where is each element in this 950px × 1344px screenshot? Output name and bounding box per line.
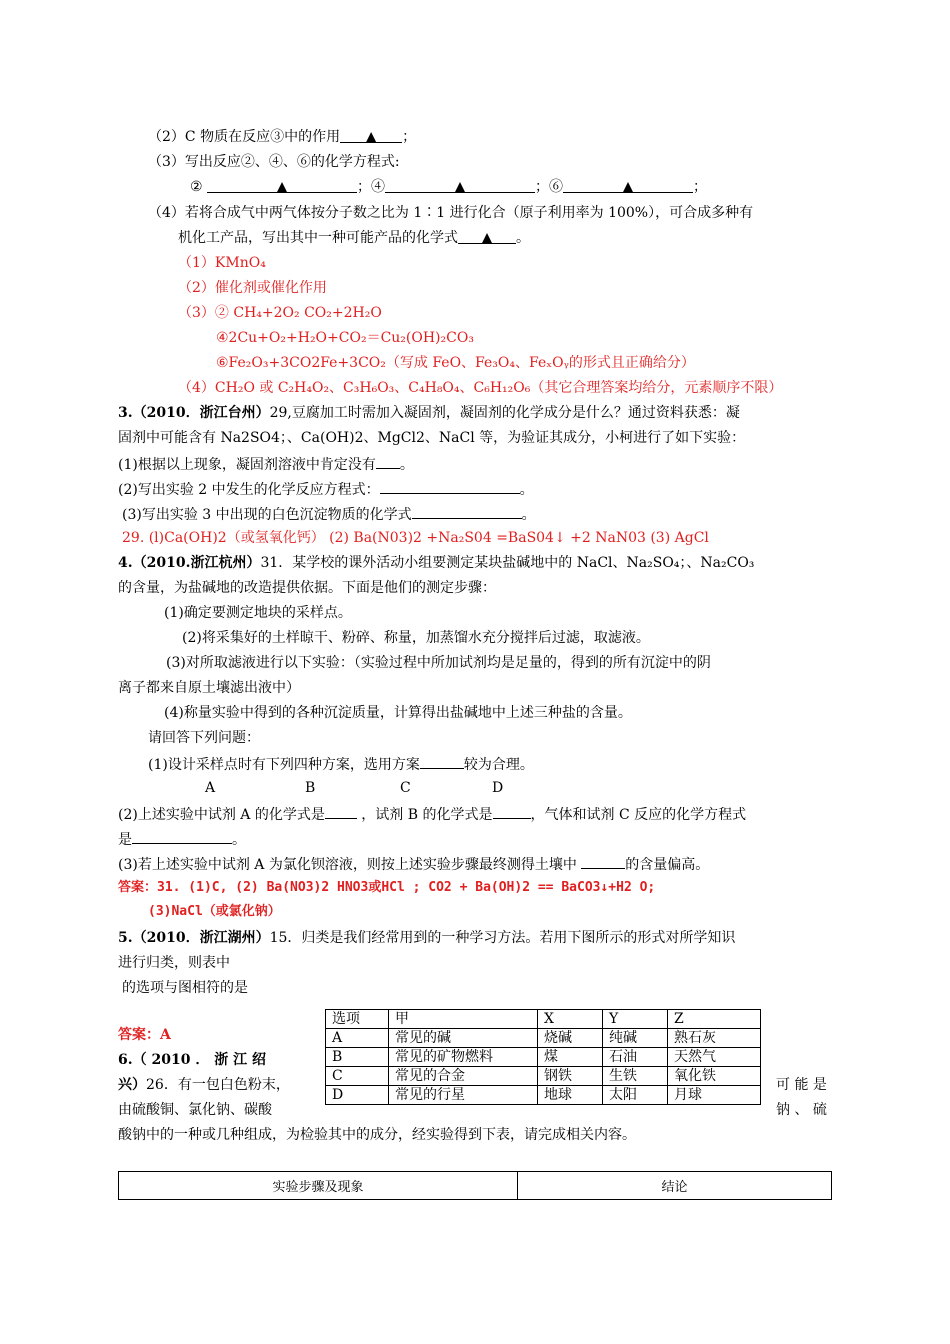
- table-cell: 天然气: [668, 1048, 761, 1067]
- q4-answer-2: (3)NaCl（或氯化钠）: [148, 904, 281, 919]
- q4-step-3: (3)对所取滤液进行以下实验：（实验过程中所加试剂均是足量的，得到的所有沉淀中的阴: [166, 655, 711, 671]
- q5-answer: 答案：A: [118, 1027, 171, 1043]
- table-header-cell: 甲: [389, 1010, 538, 1029]
- table-header-cell: Y: [603, 1010, 668, 1029]
- answer-line: ⑥Fe₂O₃+3CO2Fe+3CO₂（写成 FeO、Fe₃O₄、FeₓOᵧ的形式且正确给分）: [216, 355, 695, 371]
- q3-line-1: 3.（2010．浙江台州）29,豆腐加工时需加入凝固剂，凝固剂的化学成分是什么？通过资料获悉：凝: [118, 405, 740, 421]
- q6-line-1-right: 可 能 是: [776, 1077, 827, 1093]
- table-cell: 生铁: [603, 1067, 668, 1086]
- table-cell: D: [326, 1086, 389, 1105]
- answer-blank[interactable]: ▲: [207, 177, 357, 193]
- option-c: C: [400, 780, 411, 796]
- table-cell: 常见的合金: [389, 1067, 538, 1086]
- answer-line: （4）CH₂O 或 C₂H₄O₂、C₃H₆O₃、C₄H₈O₄、C₆H₁₂O₆（其它合理答案均给分，元素顺序不限）: [178, 380, 783, 396]
- results-table: [118, 1171, 832, 1200]
- q4-step-4: (4)称量实验中得到的各种沉淀质量，计算得出盐碱地中上述三种盐的含量。: [164, 705, 632, 721]
- table-cell: A: [326, 1029, 389, 1048]
- table-cell: 太阳: [603, 1086, 668, 1105]
- table-row: [326, 1029, 761, 1048]
- table-row: [326, 1048, 761, 1067]
- table-cell: 煤: [538, 1048, 603, 1067]
- table-cell: 钢铁: [538, 1067, 603, 1086]
- option-a: A: [205, 780, 216, 796]
- q6-line-2-right: 钠 、 硫: [776, 1102, 827, 1118]
- table-cell: 石油: [603, 1048, 668, 1067]
- q4-step-1: (1)确定要测定地块的采样点。: [164, 605, 352, 621]
- q5-line-3: 的选项与图相符的是: [122, 980, 248, 996]
- table-header-cell: X: [538, 1010, 603, 1029]
- q6-source: 6.（ 2010 ． 浙 江 绍: [118, 1052, 266, 1068]
- table-cell: 地球: [538, 1086, 603, 1105]
- q4-line-1: 4.（2010.浙江杭州）31．某学校的课外活动小组要测定某块盐碱地中的 NaCl、Na₂SO₄；、Na₂CO₃: [118, 555, 755, 571]
- answer-blank[interactable]: [581, 853, 625, 869]
- q4-ask: 请回答下列问题：: [148, 730, 260, 746]
- answer-blank[interactable]: [376, 453, 400, 469]
- table-cell: 常见的行星: [389, 1086, 538, 1105]
- table-header-cell: 实验步骤及现象: [119, 1172, 518, 1200]
- q2-line-5: （4）若将合成气中两气体按分子数之比为 1∶1 进行化合（原子利用率为 100%），可合成多种有: [148, 205, 754, 221]
- table-header-cell: Z: [668, 1010, 761, 1029]
- q6-line-1: 兴）26．有一包白色粉末，: [118, 1077, 290, 1093]
- q5-line-2: 进行归类，则表中: [118, 955, 230, 971]
- answer-blank[interactable]: ▲: [385, 177, 535, 193]
- table-row: [326, 1086, 761, 1105]
- q3-line-3: (1)根据以上现象，凝固剂溶液中肯定没有 。: [118, 453, 414, 475]
- answer-blank[interactable]: [420, 753, 464, 769]
- table-cell: 常见的矿物燃料: [389, 1048, 538, 1067]
- table-cell: 烧碱: [538, 1029, 603, 1048]
- table-cell: 熟石灰: [668, 1029, 761, 1048]
- q3-line-2: 固剂中可能含有 Na2SO4；、Ca(OH)2、MgCl2、NaCl 等，为验证其成分，小柯进行了如下实验：: [118, 430, 746, 446]
- table-cell: 纯碱: [603, 1029, 668, 1048]
- table-header-row: [119, 1172, 832, 1200]
- answer-blank[interactable]: [493, 803, 531, 819]
- table-header-row: [326, 1010, 761, 1029]
- table-header-cell: 选项: [326, 1010, 389, 1029]
- q4-step-2: (2)将采集好的土样晾干、粉碎、称量，加蒸馏水充分搅拌后过滤，取滤液。: [182, 630, 650, 646]
- answer-line: ④2Cu+O₂+H₂O+CO₂＝Cu₂(OH)₂CO₃: [216, 330, 474, 346]
- q4-line-2: 的含量，为盐碱地的改造提供依据。下面是他们的测定步骤：: [118, 580, 496, 596]
- answer-blank[interactable]: [380, 478, 520, 494]
- table-cell: 氧化铁: [668, 1067, 761, 1086]
- q6-line-2: 由硫酸铜、氯化钠、碳酸: [118, 1102, 272, 1118]
- answer-blank[interactable]: [132, 828, 232, 844]
- table-cell: C: [326, 1067, 389, 1086]
- table-cell: 月球: [668, 1086, 761, 1105]
- q6-line-3: 酸钠中的一种或几种组成，为检验其中的成分，经实验得到下表，请完成相关内容。: [118, 1127, 636, 1143]
- answer-line: （1）KMnO₄: [178, 255, 266, 271]
- q2-line-2: （2）C 物质在反应③中的作用 ▲ ；: [148, 129, 417, 145]
- q4-step-3b: 离子都来自原土壤滤出液中）: [118, 680, 300, 696]
- options-table: [325, 1009, 761, 1105]
- q4-part-3: (3)若上述实验中试剂 A 为氯化钡溶液，则按上述实验步骤最终测得土壤中 的含量偏高。: [118, 853, 709, 875]
- answer-line: （3）② CH₄+2O₂ CO₂+2H₂O: [178, 305, 382, 321]
- q3-line-5: (3)写出实验 3 中出现的白色沉淀物质的化学式 。: [122, 503, 536, 525]
- q3-answer: 29. (l)Ca(OH)2（或氢氧化钙） (2) Ba(N03)2 +Na₂S04 =BaS04↓ +2 NaN03 (3) AgCl: [122, 530, 709, 546]
- q3-line-4: (2)写出实验 2 中发生的化学反应方程式： 。: [118, 478, 534, 500]
- q4-part-2: (2)上述实验中试剂 A 的化学式是 ，试剂 B 的化学式是 ，气体和试剂 C 反应的化学方程式: [118, 803, 746, 825]
- answer-line: （2）催化剂或催化作用: [178, 280, 327, 296]
- answer-blank[interactable]: [325, 803, 357, 819]
- answer-blank[interactable]: ▲: [458, 228, 516, 244]
- answer-blank[interactable]: ▲: [563, 177, 693, 193]
- table-cell: B: [326, 1048, 389, 1067]
- q2-line-4: ② ▲ ；④ ▲ ；⑥ ▲ ；: [190, 179, 708, 195]
- table-row: [326, 1067, 761, 1086]
- answer-blank[interactable]: [412, 503, 522, 519]
- q5-line-1: 5.（2010．浙江湖州）15．归类是我们经常用到的一种学习方法。若用下图所示的形式对所学知识: [118, 930, 736, 946]
- option-b: B: [305, 780, 316, 796]
- q4-part-2b: 是 。: [118, 828, 246, 850]
- table-header-cell: 结论: [518, 1172, 832, 1200]
- q2-line-6: 机化工产品，写出其中一种可能产品的化学式 ▲ 。: [178, 230, 530, 246]
- q2-line-3: （3）写出反应②、④、⑥的化学方程式:: [148, 154, 400, 170]
- q4-part-1: (1)设计采样点时有下列四种方案，选用方案 较为合理。: [148, 753, 534, 775]
- answer-blank[interactable]: ▲: [340, 127, 402, 143]
- table-cell: 常见的碱: [389, 1029, 538, 1048]
- q4-answer: 答案：31. (1)C, (2) Ba(NO3)2 HNO3或HCl ; CO2 + Ba(OH)2 == BaCO3↓+H2 O;: [118, 880, 656, 895]
- option-d: D: [492, 780, 504, 796]
